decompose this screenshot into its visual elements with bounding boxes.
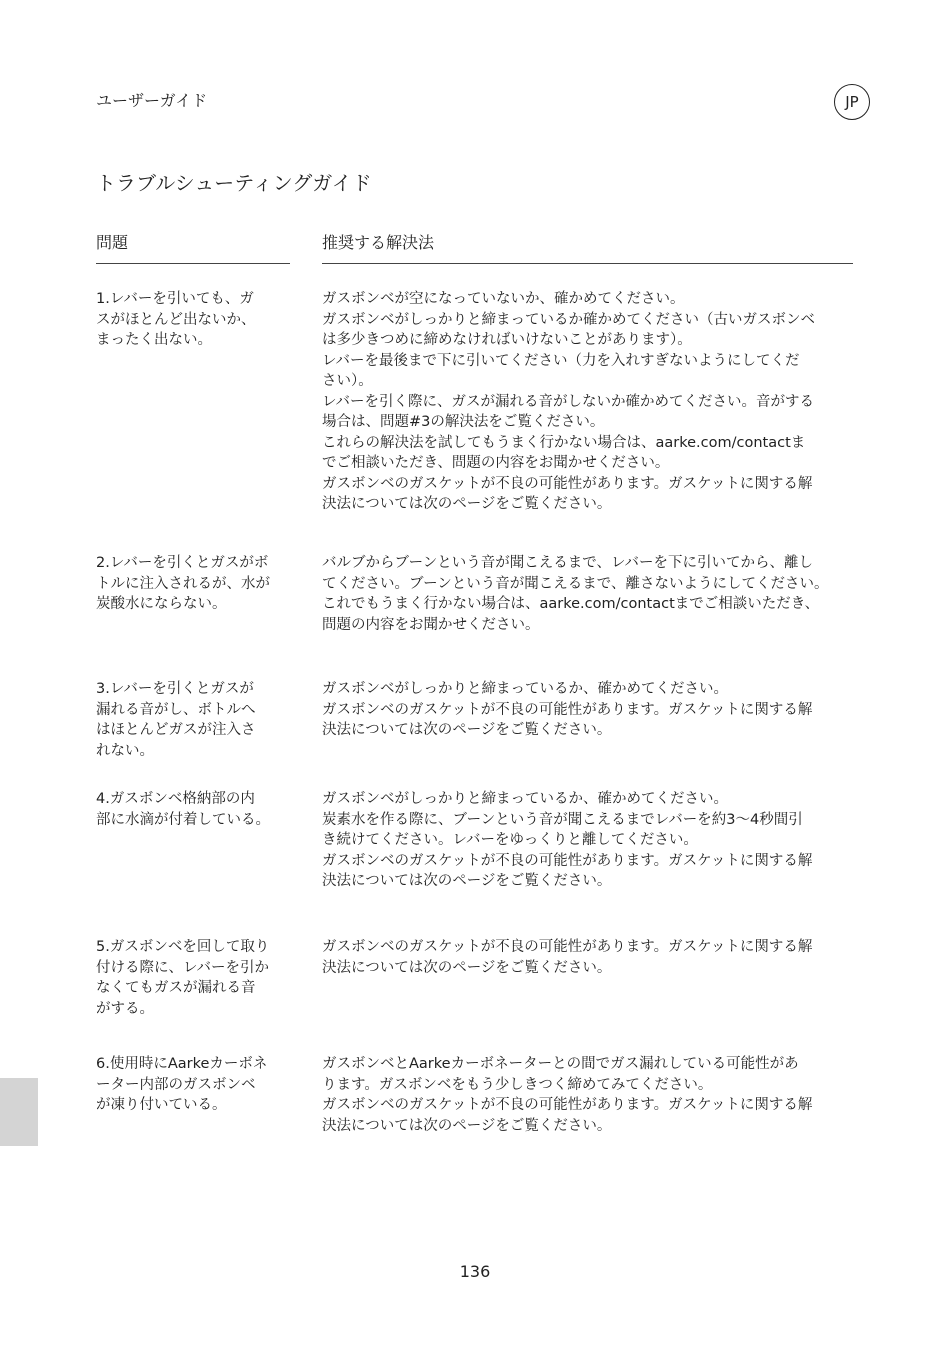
solution-cell bbox=[322, 1054, 862, 1136]
solution-cell bbox=[322, 937, 862, 978]
language-badge: JP bbox=[834, 84, 870, 120]
problem-line: 付ける際に、レバーを引か bbox=[96, 959, 269, 976]
side-tab-marker bbox=[0, 1078, 38, 1146]
problem-line: が凍り付いている。 bbox=[96, 1097, 227, 1113]
solution-line: 場合は、問題#3の解決法をご覧ください。 bbox=[322, 414, 605, 430]
solution-cell bbox=[322, 553, 862, 635]
problem-line: ーター内部のガスボンベ bbox=[96, 1076, 256, 1093]
solution-cell bbox=[322, 789, 862, 892]
solution-line: ガスボンベのガスケットが不良の可能性があります。ガスケットに関する解 bbox=[322, 475, 813, 492]
problem-line: がする。 bbox=[96, 1000, 154, 1017]
problem-line: 部に水滴が付着している。 bbox=[96, 811, 270, 828]
problem-line: 5.ガスボンベを回して取り bbox=[96, 939, 270, 955]
problem-column-header: 問題 bbox=[96, 233, 129, 252]
solution-header-divider bbox=[322, 263, 853, 264]
solution-line: ガスボンベのガスケットが不良の可能性があります。ガスケットに関する解 bbox=[322, 939, 813, 955]
solution-cell bbox=[322, 679, 862, 741]
page-title: トラブルシューティングガイド bbox=[96, 171, 372, 195]
problem-line: 4.ガスボンベ格納部の内 bbox=[96, 791, 255, 807]
problem-line: なくてもガスが漏れる音 bbox=[96, 980, 256, 996]
problem-line: れない。 bbox=[96, 742, 154, 759]
solution-line: ガスボンベとAarkeカーボネーターとの間でガス漏れしている可能性があ bbox=[322, 1056, 799, 1072]
problem-line: 3.レバーを引くとガスが bbox=[96, 681, 254, 697]
solution-line: でご相談いただき、問題の内容をお聞かせください。 bbox=[322, 455, 670, 471]
solution-line: ります。ガスボンベをもう少しきつく締めてみてください。 bbox=[322, 1076, 713, 1093]
solution-line: 決法については次のページをご覧ください。 bbox=[322, 722, 612, 738]
solution-line: 問題の内容をお聞かせください。 bbox=[322, 616, 540, 633]
solution-line: レバーを引く際に、ガスが漏れる音がしないか確かめてください。音がする bbox=[322, 393, 814, 410]
solution-line: 決法については次のページをご覧ください。 bbox=[322, 873, 612, 889]
problem-line: トルに注入されるが、水が bbox=[96, 575, 270, 592]
solution-line: さい）。 bbox=[322, 373, 373, 389]
problem-line: 漏れる音がし、ボトルへ bbox=[96, 701, 256, 718]
solution-line: 決法については次のページをご覧ください。 bbox=[322, 959, 612, 976]
problem-line: 2.レバーを引くとガスがボ bbox=[96, 555, 269, 571]
solution-line: レバーを最後まで下に引いてください（力を入れすぎないようにしてくだ bbox=[322, 352, 800, 369]
problem-cell bbox=[96, 553, 292, 615]
problem-line: スがほとんど出ないか、 bbox=[96, 311, 256, 328]
solution-line: は多少きつめに締めなければいけないことがあります）。 bbox=[322, 332, 692, 348]
solution-line: ガスボンベがしっかりと締まっているか確かめてください（古いガスボンベ bbox=[322, 311, 815, 328]
solution-line: これらの解決法を試してもうまく行かない場合は、aarke.com/contactま bbox=[322, 434, 806, 451]
solution-line: ガスボンベが空になっていないか、確かめてください。 bbox=[322, 291, 685, 307]
solution-line: バルブからブーンという音が聞こえるまで、レバーを下に引いてから、離し bbox=[322, 555, 813, 571]
problem-line: 1.レバーを引いても、ガ bbox=[96, 291, 254, 307]
solution-line: てください。ブーンという音が聞こえるまで、離さないようにしてください。 bbox=[322, 575, 829, 592]
problem-cell bbox=[96, 789, 292, 830]
problem-line: 6.使用時にAarkeカーボネ bbox=[96, 1056, 268, 1072]
solution-line: ガスボンベがしっかりと締まっているか、確かめてください。 bbox=[322, 681, 728, 697]
page-number: 136 bbox=[459, 1262, 491, 1281]
solution-line: 決法については次のページをご覧ください。 bbox=[322, 1117, 612, 1134]
solution-cell bbox=[322, 289, 862, 515]
problem-header-divider bbox=[96, 263, 290, 264]
solution-line: 決法については次のページをご覧ください。 bbox=[322, 496, 612, 512]
solution-line: 炭素水を作る際に、ブーンという音が聞こえるまでレバーを約3〜4秒間引 bbox=[322, 811, 803, 828]
solution-line: ガスボンベがしっかりと締まっているか、確かめてください。 bbox=[322, 791, 728, 807]
solution-line: き続けてください。レバーをゆっくりと離してください。 bbox=[322, 832, 698, 848]
guide-label: ユーザーガイド bbox=[96, 91, 208, 110]
solution-line: ガスボンベのガスケットが不良の可能性があります。ガスケットに関する解 bbox=[322, 701, 813, 718]
problem-cell bbox=[96, 1054, 292, 1116]
problem-line: まったく出ない。 bbox=[96, 332, 212, 348]
problem-line: はほとんどガスが注入さ bbox=[96, 722, 256, 738]
problem-cell bbox=[96, 937, 292, 1019]
solution-line: ガスボンベのガスケットが不良の可能性があります。ガスケットに関する解 bbox=[322, 852, 813, 869]
problem-line: 炭酸水にならない。 bbox=[96, 596, 227, 612]
problem-cell bbox=[96, 679, 292, 761]
solution-column-header: 推奨する解決法 bbox=[322, 233, 435, 252]
problem-cell bbox=[96, 289, 292, 351]
solution-line: ガスボンベのガスケットが不良の可能性があります。ガスケットに関する解 bbox=[322, 1097, 813, 1113]
solution-line: これでもうまく行かない場合は、aarke.com/contactまでご相談いただき、 bbox=[322, 596, 820, 612]
